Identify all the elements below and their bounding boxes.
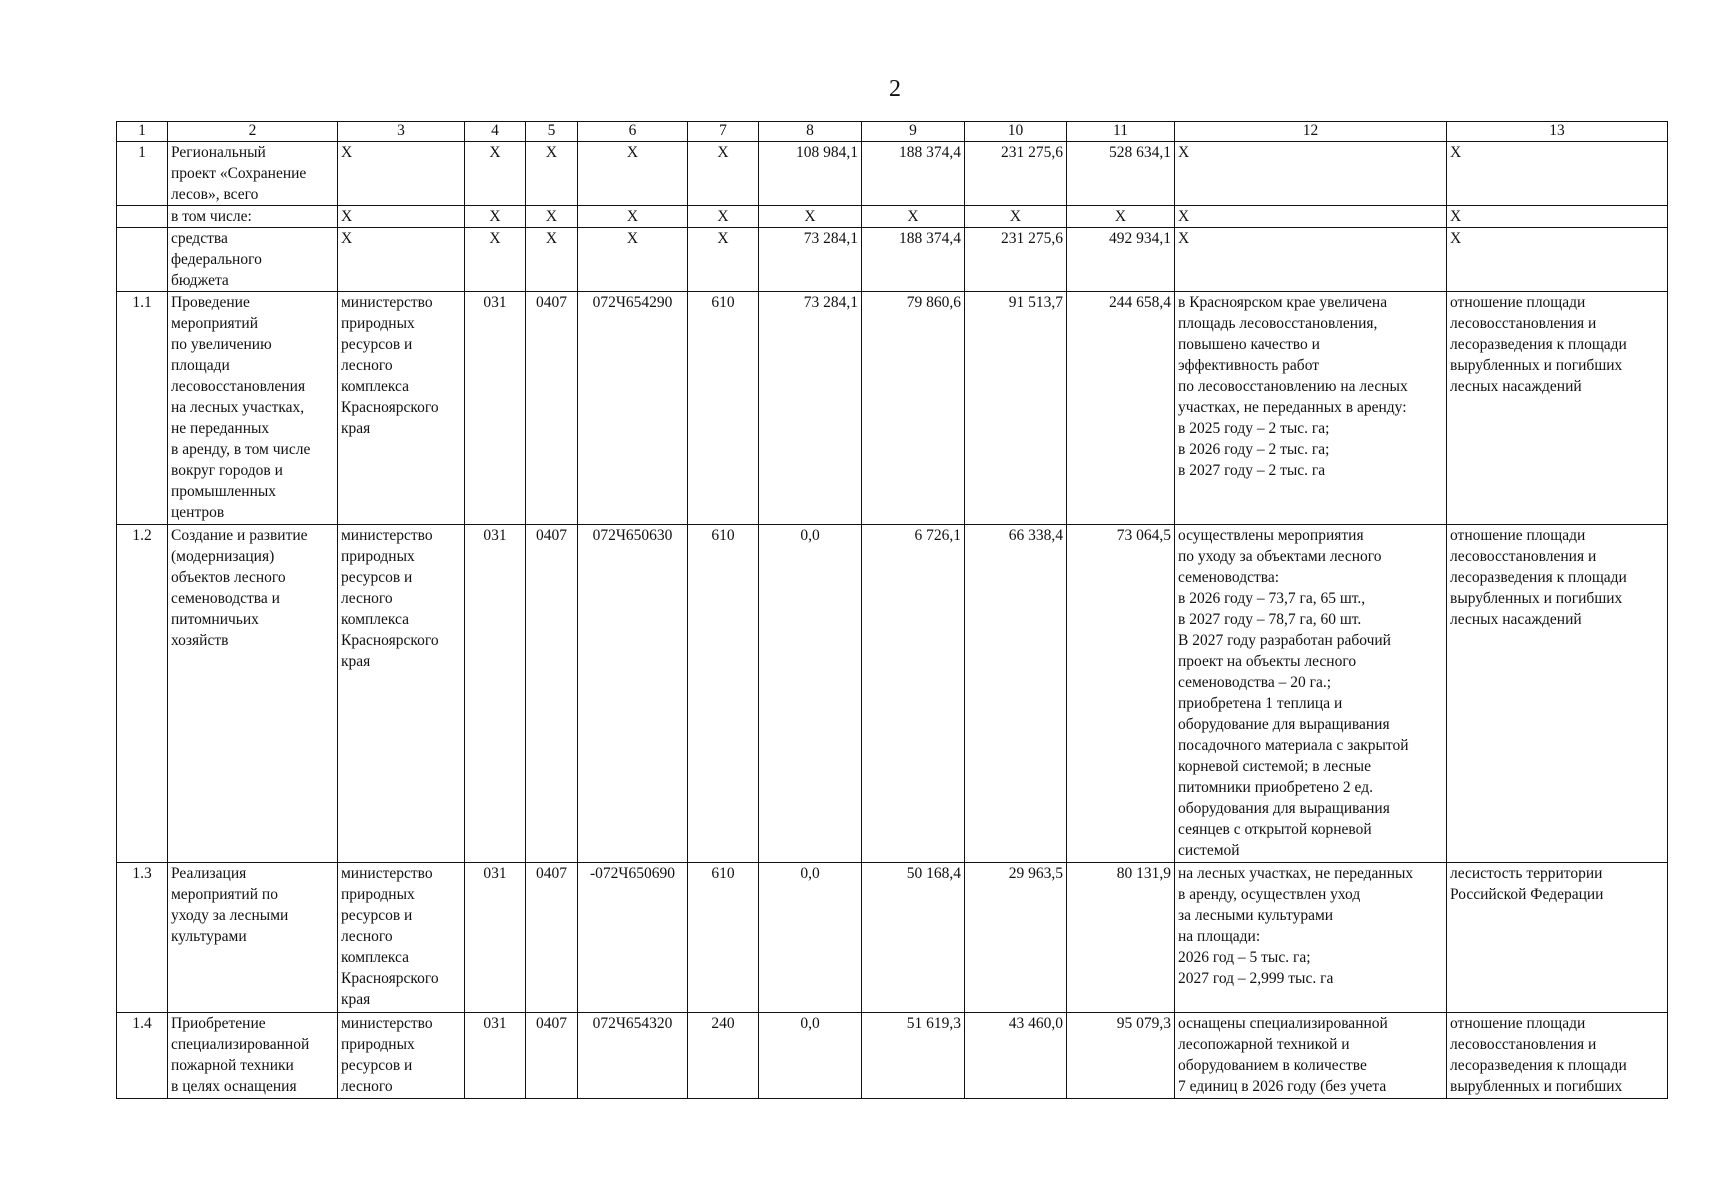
result-text: Х <box>1178 144 1190 161</box>
header-cell: 13 <box>1447 122 1668 142</box>
cell-col5: 0407 <box>526 525 578 863</box>
activity-name-text: средства федерального бюджета <box>171 230 262 289</box>
responsible <box>338 142 465 206</box>
cell-col5: 0407 <box>526 1013 578 1099</box>
activity-name-text: Реализация мероприятий по уходу за лесными культурами <box>171 865 289 945</box>
indicator <box>1447 228 1668 292</box>
cell-col7: 240 <box>688 1013 759 1099</box>
amount-col8: 73 284,1 <box>759 292 862 525</box>
activity-name-text: в том числе: <box>171 208 252 225</box>
result <box>1175 525 1447 863</box>
cell-col6: Х <box>578 228 688 292</box>
header-cell: 2 <box>168 122 338 142</box>
result <box>1175 142 1447 206</box>
indicator-text: отношение площади лесовосстановления и лесоразведения к площади вырубленных и погибших лесных насаждений <box>1450 294 1627 395</box>
amount-col10: 66 338,4 <box>965 525 1067 863</box>
activity-name <box>168 228 338 292</box>
row-number: 1.1 <box>117 292 168 525</box>
result-text: осуществлены мероприятия по уходу за объектами лесного семеноводства: в 2026 году – 73,7 га, 65 шт., в 2027 году – 78,7 га, 60 шт. В 2027 году разработан рабочий проект на объекты лесного семеноводства – 20 га.; приобретена 1 теплица и оборудование для выращивания посадочного материала с закрытой корневой системой; в лесные питомники приобретено 2 ед. оборудования для выращивания сеянцев с открытой корневой системой <box>1178 527 1409 859</box>
responsible-text: Х <box>341 208 353 225</box>
header-cell: 10 <box>965 122 1067 142</box>
table-row <box>117 863 1668 1013</box>
header-cell: 8 <box>759 122 862 142</box>
indicator-text: Х <box>1450 144 1462 161</box>
amount-col10: 91 513,7 <box>965 292 1067 525</box>
table-row <box>117 525 1668 863</box>
cell-col5: Х <box>526 142 578 206</box>
cell-col6: -072Ч650690 <box>578 863 688 1013</box>
amount-col11: 95 079,3 <box>1067 1013 1175 1099</box>
amount-col8: 0,0 <box>759 863 862 1013</box>
cell-col4: 031 <box>465 1013 526 1099</box>
indicator <box>1447 525 1668 863</box>
amount-col10: 29 963,5 <box>965 863 1067 1013</box>
cell-col6: 072Ч654320 <box>578 1013 688 1099</box>
activity-name <box>168 525 338 863</box>
cell-col5: 0407 <box>526 292 578 525</box>
indicator-text: Х <box>1450 208 1462 225</box>
amount-col11: Х <box>1067 206 1175 228</box>
table-row <box>117 206 1668 228</box>
cell-col5: Х <box>526 228 578 292</box>
indicator <box>1447 206 1668 228</box>
cell-col7: Х <box>688 228 759 292</box>
cell-col4: Х <box>465 228 526 292</box>
amount-col9: 51 619,3 <box>862 1013 965 1099</box>
header-cell: 9 <box>862 122 965 142</box>
program-table <box>116 121 1668 1099</box>
cell-col5: 0407 <box>526 863 578 1013</box>
cell-col4: 031 <box>465 863 526 1013</box>
result-text: на лесных участках, не переданных в аренду, осуществлен уход за лесными культурами на площади: 2026 год – 5 тыс. га; 2027 год – 2,999 тыс. га <box>1178 865 1414 987</box>
responsible-text: министерство природных ресурсов и лесного комплекса Красноярского края <box>341 294 439 437</box>
cell-col5: Х <box>526 206 578 228</box>
row-number: 1.2 <box>117 525 168 863</box>
responsible <box>338 1013 465 1099</box>
table-row <box>117 142 1668 206</box>
responsible-text: Х <box>341 144 353 161</box>
responsible <box>338 206 465 228</box>
amount-col11: 528 634,1 <box>1067 142 1175 206</box>
cell-col4: Х <box>465 142 526 206</box>
header-cell: 6 <box>578 122 688 142</box>
cell-col7: Х <box>688 206 759 228</box>
table-row <box>117 292 1668 525</box>
amount-col9: 6 726,1 <box>862 525 965 863</box>
indicator-text: отношение площади лесовосстановления и лесоразведения к площади вырубленных и погибших <box>1450 1015 1627 1095</box>
result-text: оснащены специализированной лесопожарной техникой и оборудованием в количестве 7 единиц в 2026 году (без учета <box>1178 1015 1388 1095</box>
activity-name-text: Создание и развитие (модернизация) объектов лесного семеноводства и питомничьих хозяйств <box>171 527 308 649</box>
result <box>1175 228 1447 292</box>
amount-col10: Х <box>965 206 1067 228</box>
cell-col7: Х <box>688 142 759 206</box>
amount-col11: 244 658,4 <box>1067 292 1175 525</box>
amount-col8: 73 284,1 <box>759 228 862 292</box>
row-number: 1 <box>117 142 168 206</box>
page-number: 2 <box>889 76 901 102</box>
indicator <box>1447 1013 1668 1099</box>
page-bottom-margin <box>0 1099 1717 1200</box>
amount-col9: Х <box>862 206 965 228</box>
header-cell: 7 <box>688 122 759 142</box>
header-row <box>117 122 1668 142</box>
amount-col11: 73 064,5 <box>1067 525 1175 863</box>
indicator <box>1447 863 1668 1013</box>
amount-col9: 79 860,6 <box>862 292 965 525</box>
cell-col7: 610 <box>688 292 759 525</box>
indicator-text: отношение площади лесовосстановления и лесоразведения к площади вырубленных и погибших лесных насаждений <box>1450 527 1627 628</box>
cell-col7: 610 <box>688 863 759 1013</box>
table-row <box>117 228 1668 292</box>
responsible-text: министерство природных ресурсов и лесного <box>341 1015 433 1095</box>
activity-name-text: Приобретение специализированной пожарной техники в целях оснащения <box>171 1015 310 1095</box>
indicator-text: лесистость территории Российской Федерации <box>1450 865 1604 903</box>
header-cell: 5 <box>526 122 578 142</box>
header-cell: 12 <box>1175 122 1447 142</box>
row-number <box>117 206 168 228</box>
activity-name <box>168 1013 338 1099</box>
result <box>1175 292 1447 525</box>
cell-col6: Х <box>578 142 688 206</box>
amount-col11: 80 131,9 <box>1067 863 1175 1013</box>
result <box>1175 206 1447 228</box>
responsible <box>338 863 465 1013</box>
cell-col7: 610 <box>688 525 759 863</box>
responsible-text: министерство природных ресурсов и лесного комплекса Красноярского края <box>341 527 439 670</box>
result-text: Х <box>1178 230 1190 247</box>
row-number: 1.3 <box>117 863 168 1013</box>
result <box>1175 1013 1447 1099</box>
result-text: Х <box>1178 208 1190 225</box>
responsible <box>338 525 465 863</box>
amount-col8: 108 984,1 <box>759 142 862 206</box>
row-number: 1.4 <box>117 1013 168 1099</box>
amount-col10: 231 275,6 <box>965 142 1067 206</box>
activity-name-text: Региональный проект «Сохранение лесов», всего <box>171 144 307 203</box>
responsible <box>338 292 465 525</box>
result <box>1175 863 1447 1013</box>
header-cell: 11 <box>1067 122 1175 142</box>
amount-col8: Х <box>759 206 862 228</box>
responsible-text: министерство природных ресурсов и лесного комплекса Красноярского края <box>341 865 439 1008</box>
amount-col10: 43 460,0 <box>965 1013 1067 1099</box>
row-number <box>117 228 168 292</box>
indicator <box>1447 292 1668 525</box>
amount-col8: 0,0 <box>759 1013 862 1099</box>
table-row <box>117 1013 1668 1099</box>
amount-col10: 231 275,6 <box>965 228 1067 292</box>
indicator-text: Х <box>1450 230 1462 247</box>
header-cell: 3 <box>338 122 465 142</box>
cell-col4: 031 <box>465 292 526 525</box>
cell-col6: 072Ч654290 <box>578 292 688 525</box>
activity-name <box>168 863 338 1013</box>
amount-col9: 188 374,4 <box>862 228 965 292</box>
cell-col4: Х <box>465 206 526 228</box>
activity-name <box>168 292 338 525</box>
amount-col9: 50 168,4 <box>862 863 965 1013</box>
activity-name <box>168 206 338 228</box>
amount-col9: 188 374,4 <box>862 142 965 206</box>
cell-col4: 031 <box>465 525 526 863</box>
amount-col8: 0,0 <box>759 525 862 863</box>
header-cell: 1 <box>117 122 168 142</box>
indicator <box>1447 142 1668 206</box>
result-text: в Красноярском крае увеличена площадь лесовосстановления, повышено качество и эффективность работ по лесовосстановлению на лесных участках, не переданных в аренду: в 2025 году – 2 тыс. га; в 2026 году – 2 тыс. га; в 2027 году – 2 тыс. га <box>1178 294 1408 479</box>
activity-name-text: Проведение мероприятий по увеличению площади лесовосстановления на лесных участках, не переданных в аренду, в том числе вокруг городов и промышленных центров <box>171 294 311 521</box>
amount-col11: 492 934,1 <box>1067 228 1175 292</box>
cell-col6: Х <box>578 206 688 228</box>
responsible <box>338 228 465 292</box>
responsible-text: Х <box>341 230 353 247</box>
cell-col6: 072Ч650630 <box>578 525 688 863</box>
header-cell: 4 <box>465 122 526 142</box>
activity-name <box>168 142 338 206</box>
